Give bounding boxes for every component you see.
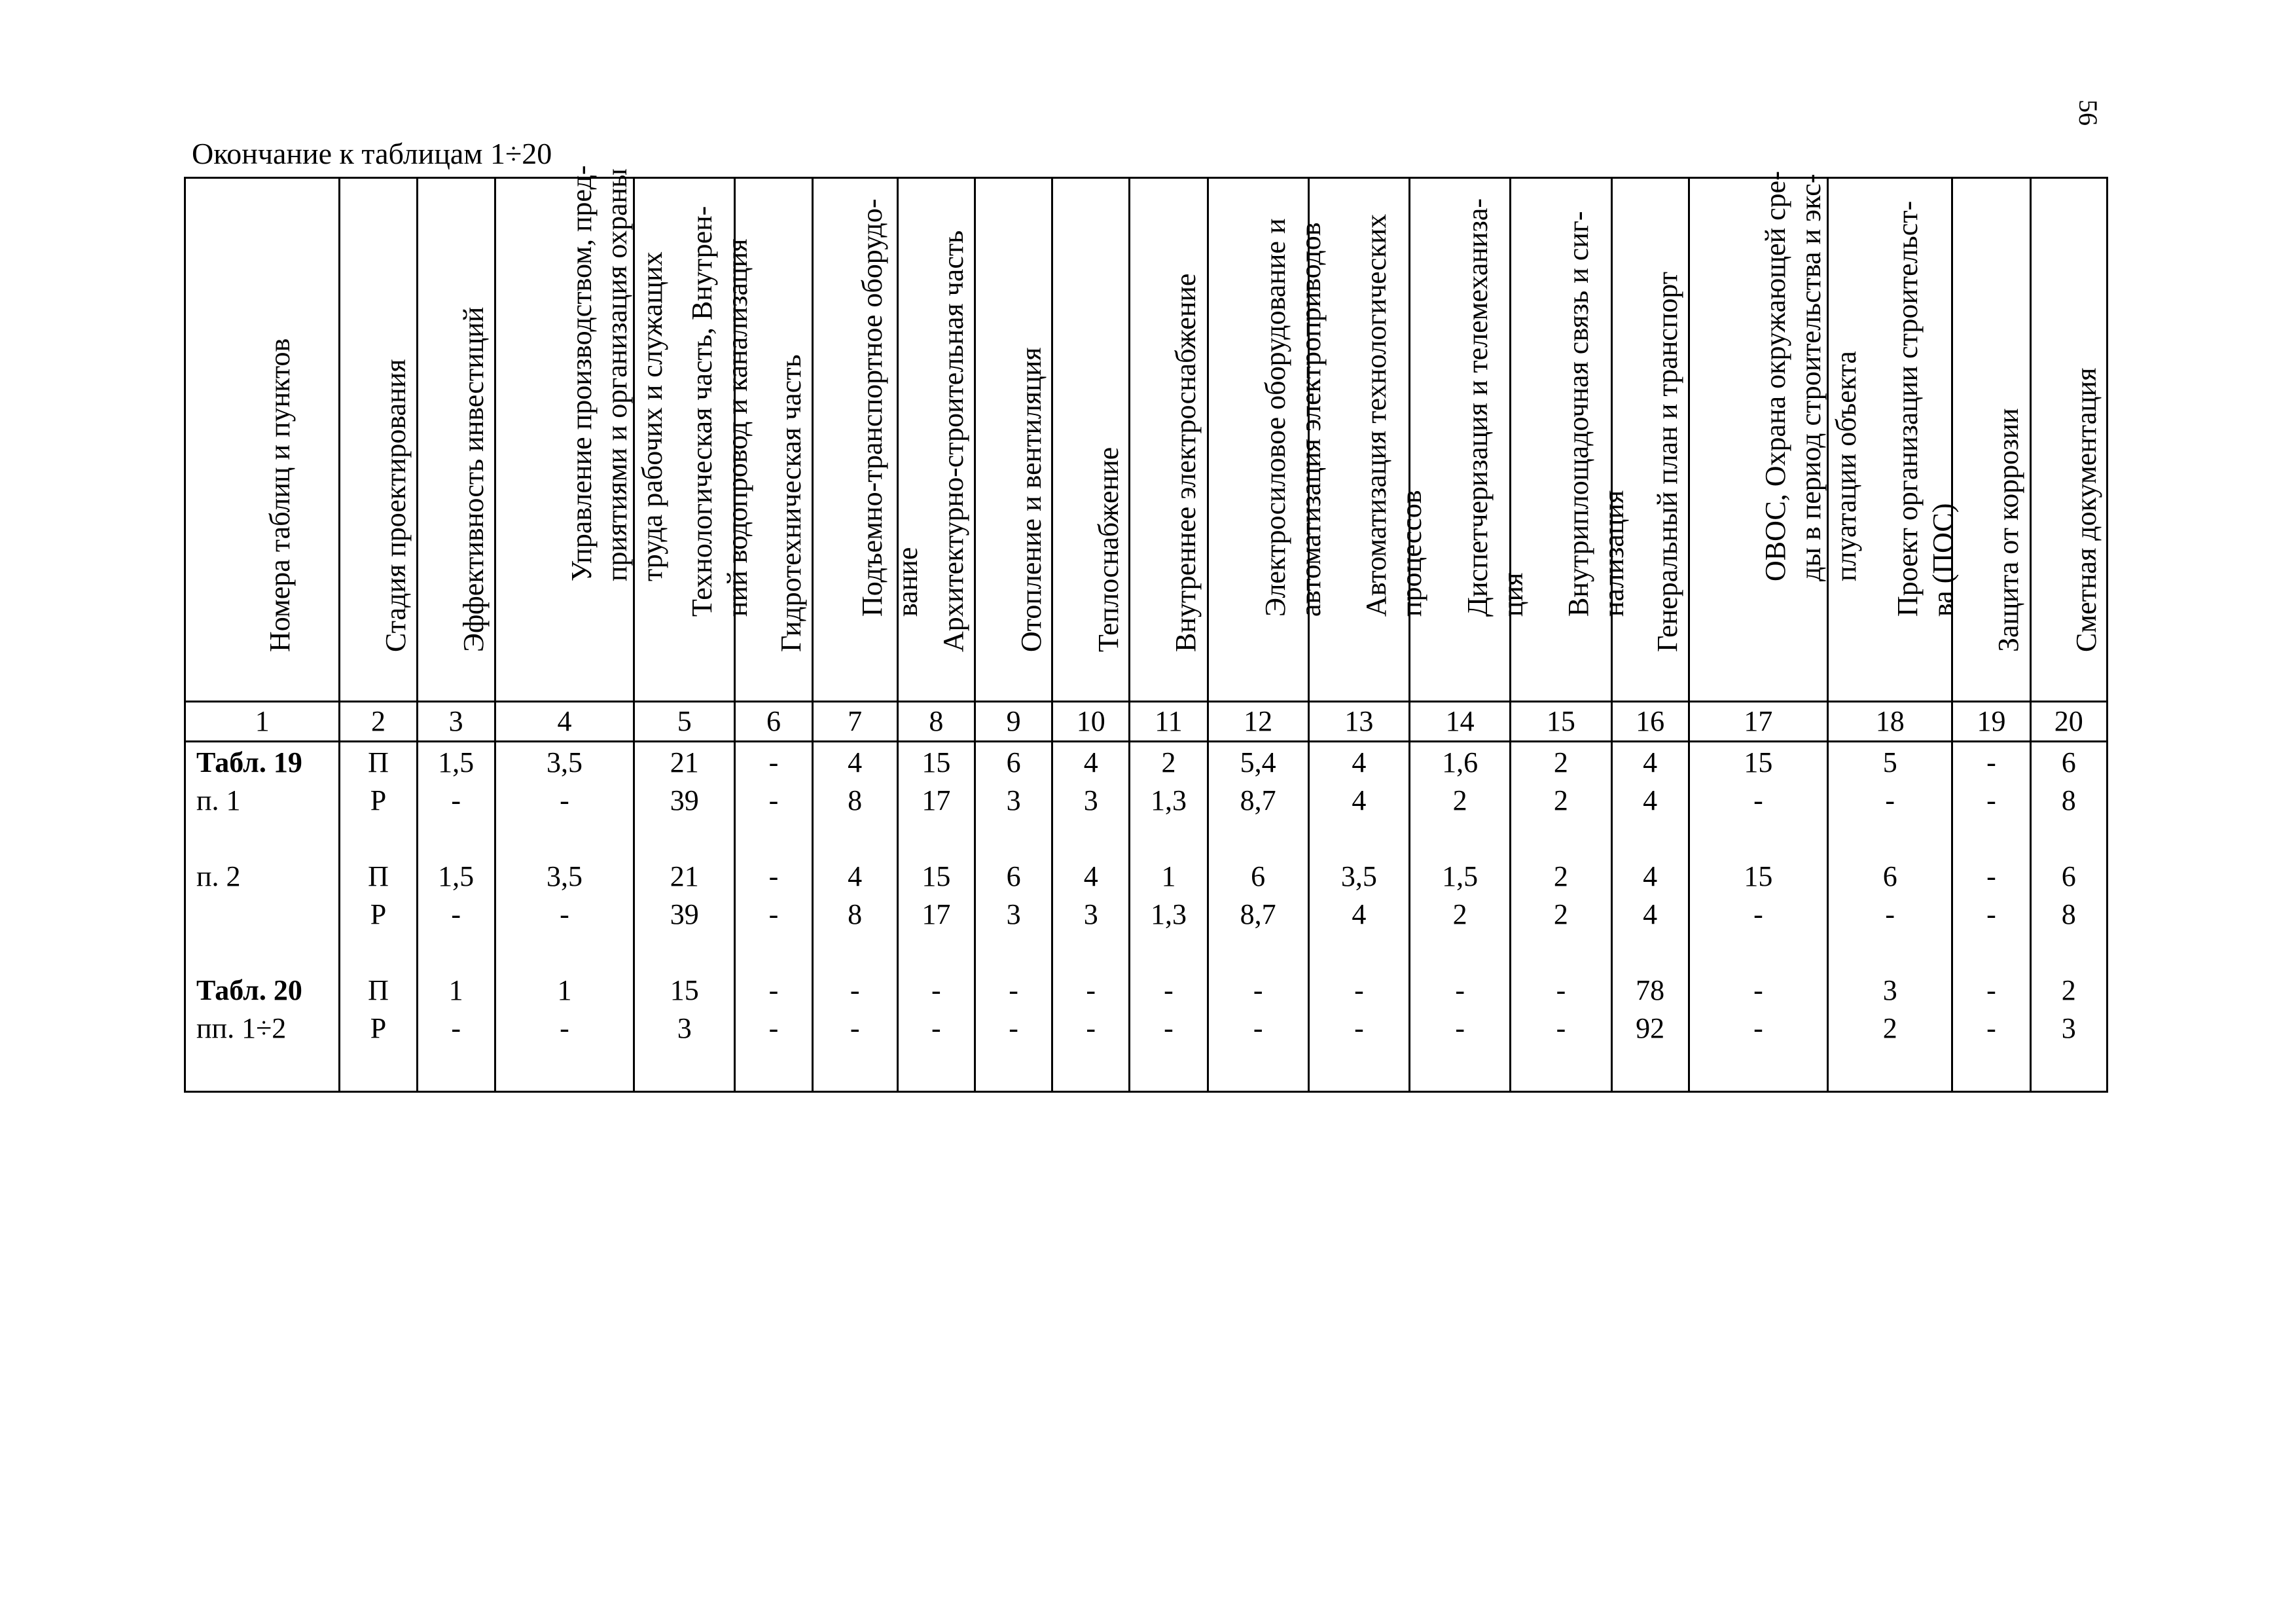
cell-value: 3,5	[546, 746, 583, 778]
cell-value	[2032, 820, 2106, 858]
cell-value: 8	[2061, 784, 2076, 816]
cell-value: -	[1885, 898, 1895, 930]
column-header-line: Подъемно-транспортное оборудо-	[856, 198, 889, 617]
column-header-line: Генеральный план и транспорт	[1651, 272, 1684, 652]
cell-value: 8	[848, 898, 863, 930]
column-header-14	[1410, 178, 1529, 702]
cell-value: 5,4	[1240, 746, 1276, 778]
column-number: 17	[1689, 702, 1827, 742]
cell-value	[186, 896, 338, 934]
column-header-line: труда рабочих и служащих	[636, 251, 669, 581]
data-column-17	[1689, 742, 1827, 1092]
cell-value	[1690, 820, 1827, 858]
column-header-line: вание	[891, 547, 924, 617]
cell-value: Р	[370, 898, 387, 930]
cell-value: 1,5	[438, 860, 475, 892]
column-number: 18	[1828, 702, 1952, 742]
column-header-line: Стадия проектирования	[379, 359, 412, 652]
cell-value: -	[1753, 784, 1763, 816]
cell-value: 3	[1882, 974, 1897, 1006]
data-column-11	[1130, 742, 1208, 1092]
cell-value	[418, 934, 494, 972]
cell-value	[496, 820, 633, 858]
cell-value: -	[1986, 898, 1996, 930]
cell-value: -	[768, 974, 779, 1006]
column-header-line: Отопление и вентиляция	[1014, 347, 1047, 652]
cell-value: п. 2	[196, 860, 241, 892]
column-number: 8	[897, 702, 975, 742]
cell-value: 15	[1744, 746, 1773, 778]
cell-value	[1613, 934, 1688, 972]
cell-value: 3	[1083, 898, 1098, 930]
cell-value: 2	[1161, 746, 1176, 778]
data-column-5	[634, 742, 735, 1092]
column-number-row	[185, 702, 2108, 742]
column-number: 12	[1208, 702, 1308, 742]
data-column-10	[1052, 742, 1130, 1092]
column-header-18	[1828, 178, 1959, 702]
cell-value: -	[1556, 1012, 1566, 1044]
cell-value: 8	[848, 784, 863, 816]
column-number: 10	[1052, 702, 1130, 742]
column-number: 5	[634, 702, 735, 742]
data-column-3	[417, 742, 495, 1092]
column-header-20	[2030, 178, 2107, 702]
cell-value: 4	[1643, 784, 1658, 816]
cell-value	[340, 934, 416, 972]
cell-value: п. 1	[196, 784, 241, 816]
cell-value: 2	[1553, 860, 1568, 892]
cell-value	[2032, 934, 2106, 972]
column-header-line: Защита от коррозии	[1992, 408, 2025, 652]
cell-value: 39	[670, 784, 699, 816]
cell-value: 6	[1251, 860, 1266, 892]
column-header-text	[1650, 272, 1685, 652]
column-header-text	[1991, 408, 2026, 652]
cell-value: 1	[557, 974, 572, 1006]
data-column-13	[1308, 742, 1409, 1092]
cell-value	[635, 934, 734, 972]
cell-value: 4	[848, 860, 863, 892]
cell-value	[1310, 934, 1408, 972]
cell-value: пп. 1÷2	[196, 1012, 287, 1044]
column-header-text	[378, 359, 414, 652]
column-header-line: Управление производством, пред-	[565, 165, 598, 581]
cell-value: -	[768, 746, 779, 778]
cell-value: 4	[1643, 746, 1658, 778]
cell-value: -	[931, 1012, 941, 1044]
column-header-line: плуатации объекта	[1830, 351, 1863, 581]
cell-value: 3,5	[1340, 860, 1377, 892]
cell-value: -	[560, 898, 569, 930]
column-header-text	[1168, 274, 1204, 652]
column-header-line: процессов	[1395, 490, 1428, 617]
cell-value: 3	[1006, 784, 1021, 816]
cell-value	[1953, 934, 2029, 972]
column-header-line: приятиями и организация охраны	[601, 168, 634, 581]
data-column-12	[1208, 742, 1308, 1092]
cell-value: 2	[2061, 974, 2076, 1006]
cell-value	[899, 934, 974, 972]
cell-value: -	[1753, 974, 1763, 1006]
cell-value: -	[1009, 974, 1018, 1006]
cell-value: 3,5	[546, 860, 583, 892]
cell-value: -	[1986, 1012, 1996, 1044]
cell-value	[418, 820, 494, 858]
column-header-line: нализация	[1597, 490, 1630, 617]
cell-value: -	[768, 898, 779, 930]
cell-value: 1	[448, 974, 463, 1006]
header-row	[185, 178, 2108, 702]
column-header-15	[1511, 178, 1630, 702]
data-column-20	[2030, 742, 2107, 1092]
cell-value: 5	[1882, 746, 1897, 778]
cell-value: 2	[1553, 746, 1568, 778]
data-column-14	[1410, 742, 1511, 1092]
column-header-12	[1208, 178, 1327, 702]
cell-value: 8,7	[1240, 784, 1276, 816]
column-header-line: Электросиловое оборудование и	[1259, 218, 1292, 617]
cell-value: 78	[1636, 974, 1665, 1006]
cell-value	[635, 820, 734, 858]
column-number: 15	[1511, 702, 1611, 742]
column-header-16	[1611, 178, 1689, 702]
cell-value: 8	[2061, 898, 2076, 930]
column-number: 4	[495, 702, 634, 742]
column-header-text	[1091, 447, 1126, 652]
cell-value: -	[560, 784, 569, 816]
column-header-6	[735, 178, 812, 702]
data-column-19	[1952, 742, 2030, 1092]
cell-value: 6	[1006, 860, 1021, 892]
table-caption: Окончание к таблицам 1÷20	[192, 137, 552, 170]
column-header-line: Эффективность инвестиций	[457, 306, 490, 652]
cell-value	[1511, 820, 1610, 858]
cell-value	[1690, 934, 1827, 972]
column-number: 14	[1410, 702, 1511, 742]
column-header-2	[340, 178, 417, 702]
column-header-9	[975, 178, 1052, 702]
cell-value	[976, 820, 1051, 858]
cell-value	[1410, 820, 1509, 858]
cell-value: -	[1086, 1012, 1096, 1044]
cell-value	[1613, 820, 1688, 858]
column-header-3	[417, 178, 495, 702]
cell-value: 15	[1744, 860, 1773, 892]
cell-value: -	[451, 898, 461, 930]
cell-value: -	[1986, 860, 1996, 892]
column-number: 19	[1952, 702, 2030, 742]
cell-value: -	[931, 974, 941, 1006]
cell-value: -	[768, 860, 779, 892]
cell-value: -	[1164, 974, 1174, 1006]
cell-value: 6	[1006, 746, 1021, 778]
data-column-16	[1611, 742, 1689, 1092]
column-header-7	[812, 178, 924, 702]
cell-value: -	[1753, 898, 1763, 930]
column-header-17	[1689, 171, 1863, 702]
cell-value: -	[1009, 1012, 1018, 1044]
cell-value: -	[1986, 746, 1996, 778]
data-column-8	[897, 742, 975, 1092]
cell-value: -	[560, 1012, 569, 1044]
cell-value: 4	[1352, 898, 1367, 930]
cell-value: -	[451, 1012, 461, 1044]
cell-value: 4	[1352, 784, 1367, 816]
column-header-13	[1308, 178, 1428, 702]
cell-value	[496, 934, 633, 972]
cell-value: 8,7	[1240, 898, 1276, 930]
column-header-text	[1014, 347, 1049, 652]
cell-value: 1,5	[1442, 860, 1479, 892]
column-number: 1	[185, 702, 340, 742]
cell-value: 1,3	[1150, 784, 1187, 816]
column-header-text	[262, 338, 298, 652]
column-header-text	[2069, 368, 2104, 652]
cell-value	[976, 934, 1051, 972]
cell-value: 21	[670, 860, 699, 892]
table-body-row	[185, 742, 2108, 1092]
cell-value: Р	[370, 1012, 387, 1044]
column-header-line: Внутриплощадочная связь и сиг-	[1562, 211, 1594, 617]
cell-value	[814, 820, 897, 858]
cell-value	[1209, 934, 1308, 972]
cell-value	[1053, 934, 1128, 972]
cell-value: П	[368, 974, 389, 1006]
row-labels-cell	[185, 742, 340, 1092]
column-header-line: Проект организации строительст-	[1891, 200, 1924, 617]
cell-value: -	[1986, 974, 1996, 1006]
cell-value: 4	[1352, 746, 1367, 778]
cell-value	[1130, 934, 1206, 972]
cell-value: 39	[670, 898, 699, 930]
cell-value: -	[1164, 1012, 1174, 1044]
column-header-line: Гидротехническая часть	[774, 354, 807, 652]
cell-value: 15	[922, 746, 951, 778]
cell-value	[1053, 820, 1128, 858]
cell-value: 3	[2061, 1012, 2076, 1044]
cell-value: 6	[2061, 746, 2076, 778]
cell-value: -	[1986, 784, 1996, 816]
data-column-9	[975, 742, 1052, 1092]
cell-value	[186, 934, 338, 972]
cell-value: 3	[1006, 898, 1021, 930]
column-header-line: автоматизация электроприводов	[1295, 222, 1327, 617]
workload-table	[184, 165, 2108, 1093]
column-header-19	[1952, 178, 2030, 702]
cell-value: 6	[1882, 860, 1897, 892]
cell-value: 92	[1636, 1012, 1665, 1044]
cell-value: -	[1354, 974, 1364, 1006]
cell-value: 4	[1083, 746, 1098, 778]
cell-value	[1130, 820, 1206, 858]
cell-value: 1,3	[1150, 898, 1187, 930]
cell-value	[814, 934, 897, 972]
column-header-line: Технологическая часть, Внутрен-	[685, 206, 718, 617]
cell-value: П	[368, 860, 389, 892]
cell-value: 2	[1452, 898, 1467, 930]
column-header-line: ция	[1496, 572, 1529, 617]
cell-value: 1	[1161, 860, 1176, 892]
column-header-11	[1130, 178, 1208, 702]
cell-value: -	[850, 974, 860, 1006]
column-header-5	[634, 178, 753, 702]
cell-value: Р	[370, 784, 387, 816]
cell-value: 21	[670, 746, 699, 778]
cell-value: Табл. 19	[196, 746, 302, 778]
column-number: 9	[975, 702, 1052, 742]
column-header-4	[495, 165, 669, 702]
cell-value: 4	[848, 746, 863, 778]
column-header-line: ва (ПОС)	[1926, 503, 1959, 617]
column-number: 2	[340, 702, 417, 742]
data-column-7	[812, 742, 897, 1092]
cell-value: -	[1253, 974, 1263, 1006]
cell-value	[1953, 820, 2029, 858]
cell-value	[736, 934, 811, 972]
column-header-line: Архитектурно-строительная часть	[937, 230, 970, 652]
cell-value: Табл. 20	[196, 974, 302, 1006]
column-number: 13	[1308, 702, 1409, 742]
column-header-8	[897, 178, 975, 702]
cell-value: 17	[922, 784, 951, 816]
column-header-line: Диспетчеризация и телемеханиза-	[1461, 198, 1494, 617]
cell-value	[1829, 820, 1951, 858]
data-column-18	[1828, 742, 1952, 1092]
column-header-line: Теплоснабжение	[1092, 447, 1124, 652]
cell-value: -	[1253, 1012, 1263, 1044]
cell-value: 17	[922, 898, 951, 930]
column-header-line: Номера таблиц и пунктов	[263, 338, 296, 652]
cell-value	[899, 820, 974, 858]
cell-value: 3	[1083, 784, 1098, 816]
cell-value: 1,5	[438, 746, 475, 778]
column-number: 3	[417, 702, 495, 742]
column-header-line: Внутреннее электроснабжение	[1170, 273, 1202, 652]
data-column-2	[340, 742, 417, 1092]
cell-value: 15	[922, 860, 951, 892]
column-number: 16	[1611, 702, 1689, 742]
column-header-line: Сметная документация	[2070, 367, 2102, 652]
cell-value: П	[368, 746, 389, 778]
cell-value	[736, 820, 811, 858]
cell-value: -	[1885, 784, 1895, 816]
cell-value: 1,6	[1442, 746, 1479, 778]
column-number: 6	[735, 702, 812, 742]
cell-value: -	[1556, 974, 1566, 1006]
cell-value: -	[1086, 974, 1096, 1006]
cell-value: 15	[670, 974, 699, 1006]
column-header-10	[1052, 178, 1130, 702]
cell-value: 2	[1553, 784, 1568, 816]
cell-value: -	[1455, 974, 1465, 1006]
column-header-line: ний водопровод и канализация	[721, 238, 753, 617]
column-header-line: Автоматизация технологических	[1360, 213, 1393, 617]
column-header-text	[774, 354, 809, 652]
column-header-text	[1890, 201, 1961, 617]
cell-value: 6	[2061, 860, 2076, 892]
cell-value	[1310, 820, 1408, 858]
cell-value: -	[1455, 1012, 1465, 1044]
cell-value: -	[1753, 1012, 1763, 1044]
cell-value: 2	[1452, 784, 1467, 816]
data-column-4	[495, 742, 634, 1092]
column-number: 20	[2030, 702, 2107, 742]
data-column-6	[735, 742, 812, 1092]
cell-value: -	[768, 1012, 779, 1044]
column-header-line: ОВОС, Охрана окружающей сре-	[1759, 171, 1792, 581]
column-header-text	[456, 307, 492, 652]
cell-value	[1209, 820, 1308, 858]
cell-value: 4	[1643, 860, 1658, 892]
cell-value: 4	[1643, 898, 1658, 930]
cell-value	[186, 820, 338, 858]
cell-value	[1511, 934, 1610, 972]
cell-value	[1410, 934, 1509, 972]
column-header-1	[185, 178, 340, 702]
cell-value	[340, 820, 416, 858]
page-number: 56	[2073, 100, 2103, 126]
cell-value	[1829, 934, 1951, 972]
cell-value: -	[850, 1012, 860, 1044]
cell-value: -	[768, 784, 779, 816]
cell-value: 2	[1882, 1012, 1897, 1044]
column-number: 7	[812, 702, 897, 742]
cell-value: 2	[1553, 898, 1568, 930]
cell-value: -	[1354, 1012, 1364, 1044]
cell-value: -	[451, 784, 461, 816]
column-header-line: ды в период строительства и экс-	[1795, 173, 1827, 581]
column-header-text	[936, 230, 971, 652]
cell-value: 4	[1083, 860, 1098, 892]
column-number: 11	[1130, 702, 1208, 742]
data-column-15	[1511, 742, 1611, 1092]
cell-value: 3	[677, 1012, 692, 1044]
